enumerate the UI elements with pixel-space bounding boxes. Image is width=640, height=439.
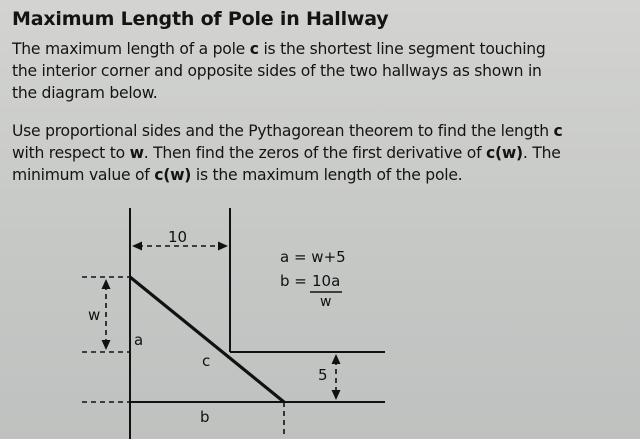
intro-line-1: The maximum length of a pole c is the shortest line segment touching (12, 40, 546, 58)
label-10: 10 (168, 228, 188, 246)
arrowhead-up-icon (332, 354, 341, 364)
instructions-line-1: Use proportional sides and the Pythagorean theorem to find the length c (12, 122, 563, 140)
label-b: b (200, 408, 210, 426)
equation-a: a = w+5 (280, 248, 346, 266)
variable-c: c (553, 122, 563, 140)
label-a: a (134, 331, 144, 349)
function-c-of-w: c(w) (486, 144, 523, 162)
label-5: 5 (318, 366, 328, 384)
arrowhead-left-icon (132, 242, 142, 251)
equation-b-numerator: 10a (312, 272, 341, 290)
function-c-of-w: c(w) (154, 166, 192, 184)
arrowhead-up-icon (102, 279, 111, 289)
equation-b-lhs: b = (280, 272, 307, 290)
instructions-line-3: minimum value of c(w) is the maximum length of the pole. (12, 166, 463, 184)
arrowhead-down-icon (332, 390, 341, 400)
equation-b-denominator: w (320, 294, 332, 310)
page-title: Maximum Length of Pole in Hallway (12, 8, 389, 30)
arrowhead-down-icon (102, 340, 111, 350)
arrowhead-right-icon (218, 242, 228, 251)
intro-line-2: the interior corner and opposite sides of the two hallways as shown in (12, 62, 542, 80)
label-w: w (88, 306, 101, 324)
variable-c: c (249, 40, 259, 58)
label-c: c (202, 352, 211, 370)
intro-line-3: the diagram below. (12, 84, 158, 102)
instructions-line-2: with respect to w. Then find the zeros of the first derivative of c(w). The (12, 144, 561, 162)
pole-segment-c (130, 277, 284, 402)
variable-w: w (129, 144, 144, 162)
